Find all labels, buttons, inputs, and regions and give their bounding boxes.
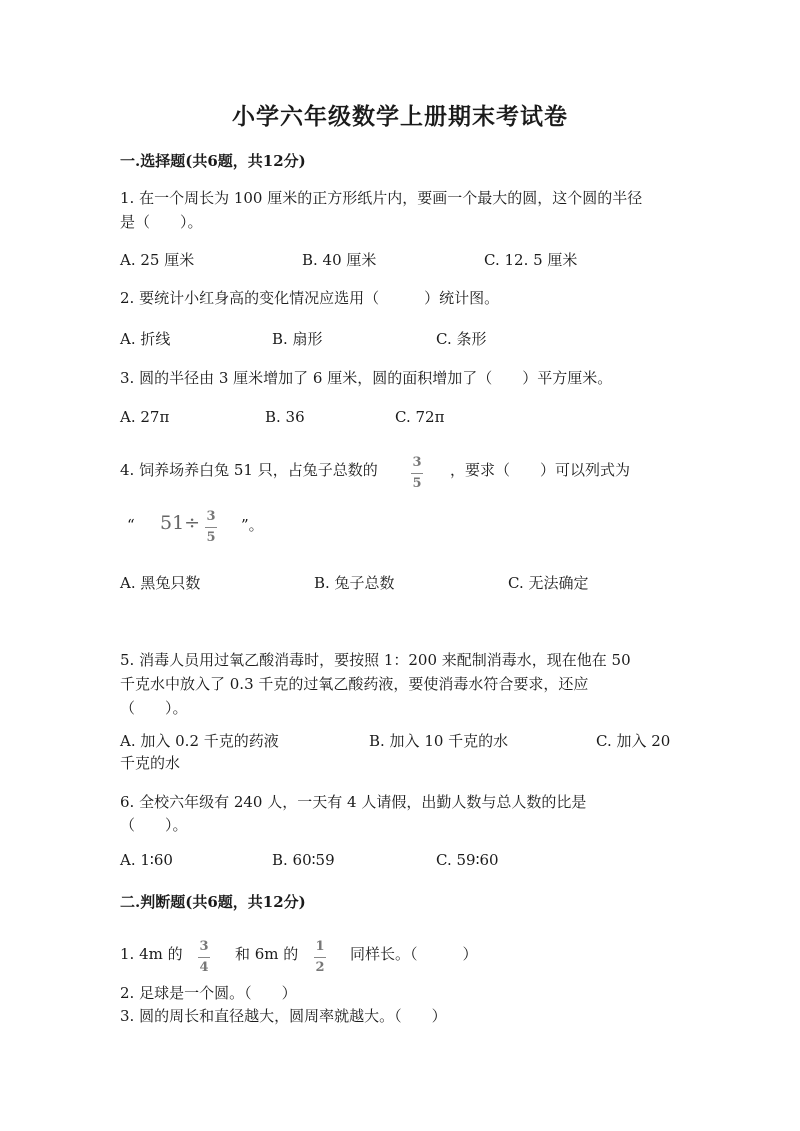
judgement-3: 3. 圆的周长和直径越大，圆周率就越大。（ ） — [120, 1007, 447, 1025]
fraction-denominator: 5 — [206, 530, 216, 545]
question-5-line1: 5. 消毒人员用过氧乙酸消毒时，要按照 1：200 来配制消毒水，现在他在 50 — [120, 651, 631, 669]
question-4-option-c: C. 无法确定 — [508, 574, 589, 592]
question-5-option-b: B. 加入 10 千克的水 — [369, 732, 509, 750]
question-5-option-c-cont: 千克的水 — [120, 754, 181, 772]
judgement-1-part3: 同样长。（ ） — [350, 945, 478, 963]
question-6-line2: （ ）。 — [120, 816, 188, 834]
question-1-option-b: B. 40 厘米 — [302, 251, 377, 269]
fraction-numerator: 3 — [206, 509, 216, 524]
question-3-option-c: C. 72π — [395, 408, 445, 426]
judgement-1-fraction-2 — [314, 939, 326, 975]
fraction-numerator: 3 — [412, 455, 422, 470]
question-2-option-b: B. 扇形 — [272, 330, 323, 348]
question-4-expression-fraction — [205, 509, 217, 545]
fraction-numerator: 1 — [315, 939, 325, 954]
judgement-1-part1: 1. 4m 的 — [120, 945, 183, 963]
fraction-denominator: 4 — [199, 960, 209, 975]
question-6-option-c: C. 59∶60 — [436, 851, 499, 869]
question-6-line1: 6. 全校六年级有 240 人，一天有 4 人请假，出勤人数与总人数的比是 — [120, 793, 587, 811]
question-4-option-a: A. 黑兔只数 — [120, 574, 201, 592]
fraction-bar — [314, 957, 326, 958]
question-2-option-c: C. 条形 — [436, 330, 487, 348]
question-5-option-a: A. 加入 0.2 千克的药液 — [120, 732, 279, 750]
judgement-1-fraction-1 — [198, 939, 210, 975]
question-3-option-b: B. 36 — [265, 408, 305, 426]
question-2-option-a: A. 折线 — [120, 330, 171, 348]
fraction-bar — [205, 527, 217, 528]
question-2-line1: 2. 要统计小红身高的变化情况应选用（ ）统计图。 — [120, 289, 500, 307]
question-4-option-b: B. 兔子总数 — [314, 574, 395, 592]
question-4-expression: 51÷ — [160, 512, 201, 534]
question-4-part2: ，要求（ ）可以列式为 — [450, 461, 631, 479]
section-heading-choice: 一.选择题(共6题，共12分) — [120, 152, 306, 170]
question-5-line2: 千克水中放入了 0.3 千克的过氧乙酸药液，要使消毒水符合要求，还应 — [120, 675, 589, 693]
question-4-quote-open: “ — [127, 516, 135, 534]
fraction-bar — [198, 957, 210, 958]
question-6-option-b: B. 60∶59 — [272, 851, 335, 869]
question-1-option-c: C. 12. 5 厘米 — [484, 251, 578, 269]
section-heading-judgement: 二.判断题(共6题，共12分) — [120, 893, 306, 911]
question-5-option-c: C. 加入 20 — [596, 732, 671, 750]
question-1-option-a: A. 25 厘米 — [120, 251, 195, 269]
fraction-numerator: 3 — [199, 939, 209, 954]
question-1-line2: 是（ ）。 — [120, 213, 203, 231]
judgement-1-part2: 和 6m 的 — [235, 945, 299, 963]
fraction-denominator: 5 — [412, 476, 422, 491]
question-6-option-a: A. 1∶60 — [120, 851, 173, 869]
question-4-quote-close: ”。 — [241, 516, 264, 534]
fraction-denominator: 2 — [315, 960, 325, 975]
question-4-fraction — [411, 455, 423, 491]
page-title: 小学六年级数学上册期末考试卷 — [232, 103, 568, 130]
question-3-option-a: A. 27π — [120, 408, 170, 426]
question-1-line1: 1. 在一个周长为 100 厘米的正方形纸片内，要画一个最大的圆，这个圆的半径 — [120, 189, 643, 207]
fraction-bar — [411, 473, 423, 474]
judgement-2: 2. 足球是一个圆。（ ） — [120, 984, 297, 1002]
question-3-line1: 3. 圆的半径由 3 厘米增加了 6 厘米，圆的面积增加了（ ）平方厘米。 — [120, 369, 613, 387]
question-5-line3: （ ）。 — [120, 699, 188, 717]
question-4-part1: 4. 饲养场养白兔 51 只，占兔子总数的 — [120, 461, 378, 479]
